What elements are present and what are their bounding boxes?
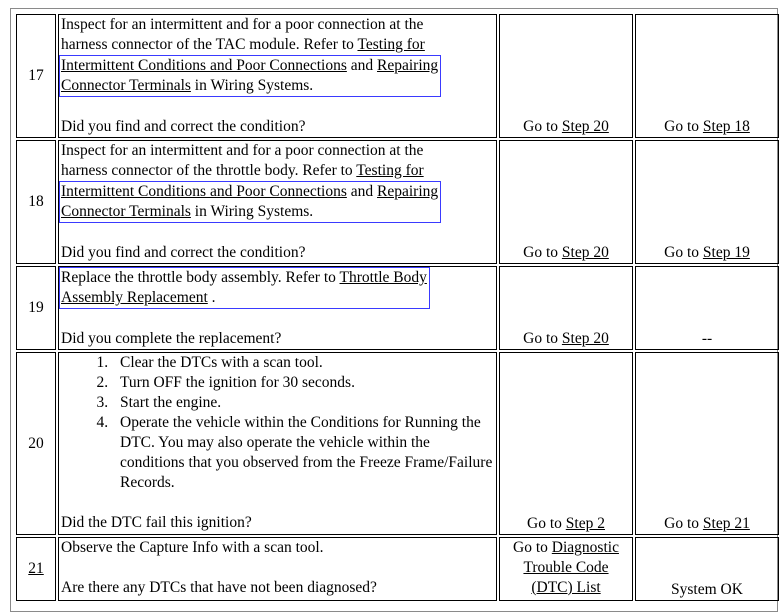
step-text-line: Observe the Capture Info with a scan tool. — [61, 539, 324, 556]
step-action — [58, 14, 497, 138]
step-text-line: Inspect for an intermittent and for a poor connection at the — [61, 16, 424, 33]
procedure-list — [61, 353, 494, 493]
step-question: Are there any DTCs that have not been diagnosed? — [61, 579, 377, 596]
yes-cell — [499, 14, 633, 138]
link-testing-intermittent[interactable]: Testing for — [357, 36, 425, 53]
reference-box — [59, 181, 441, 223]
link-step-2[interactable]: Step 2 — [565, 515, 605, 532]
step-text: Replace the throttle body assembly. Refer to — [61, 269, 340, 286]
link-step-19[interactable]: Step 19 — [702, 244, 750, 261]
step-action — [58, 352, 497, 535]
yes-cell — [499, 140, 633, 264]
link-dtc-list-cont[interactable]: (DTC) List — [531, 579, 601, 596]
step-text-line — [61, 35, 494, 55]
step-number — [16, 537, 56, 601]
link-dtc-list-cont[interactable]: Trouble Code — [523, 559, 609, 576]
link-dtc-list[interactable]: Diagnostic — [551, 539, 619, 556]
yes-cell — [499, 352, 633, 535]
link-step-20[interactable]: Step 20 — [561, 244, 609, 261]
link-repairing-connector-cont[interactable]: Connector Terminals — [61, 77, 191, 94]
step-row-19 — [16, 266, 779, 350]
link-throttle-body-replacement[interactable]: Throttle Body — [339, 269, 427, 286]
step-text: and — [346, 57, 378, 74]
diagnostic-steps-table — [14, 12, 781, 603]
reference-box — [59, 55, 441, 97]
link-testing-intermittent[interactable]: Testing for — [356, 162, 424, 179]
goto-text: Go to — [523, 244, 562, 261]
link-testing-intermittent-cont[interactable]: Intermittent Conditions and Poor Connections — [61, 57, 347, 74]
link-testing-intermittent-cont[interactable]: Intermittent Conditions and Poor Connections — [61, 183, 347, 200]
goto-text: Go to — [513, 539, 552, 556]
step-action — [58, 266, 497, 350]
step-row-17 — [16, 14, 779, 138]
link-step-20[interactable]: Step 20 — [561, 118, 609, 135]
goto-text: Go to — [664, 515, 703, 532]
step-question: Did you complete the replacement? — [61, 330, 282, 347]
step-action — [58, 537, 497, 601]
step-question: Did you find and correct the condition? — [61, 244, 306, 261]
reference-box — [59, 267, 430, 309]
step-number: 18 — [16, 140, 56, 264]
step-number: 20 — [16, 352, 56, 535]
step-row-21 — [16, 537, 779, 601]
step-row-20 — [16, 352, 779, 535]
step-text: . — [207, 289, 216, 306]
no-cell: -- — [635, 266, 779, 350]
link-repairing-connector-cont[interactable]: Connector Terminals — [61, 203, 191, 220]
step-text-line: Inspect for an intermittent and for a poor connection at the — [61, 142, 424, 159]
procedure-item: 3. Start the engine. — [112, 393, 494, 413]
no-cell — [635, 140, 779, 264]
goto-text: Go to — [523, 330, 562, 347]
link-step-20[interactable]: Step 20 — [561, 330, 609, 347]
step-text-line — [61, 161, 494, 181]
goto-text: Go to — [664, 118, 703, 135]
no-cell — [635, 14, 779, 138]
yes-cell — [499, 537, 633, 601]
link-repairing-connector[interactable]: Repairing — [377, 57, 439, 74]
link-step-18[interactable]: Step 18 — [702, 118, 750, 135]
procedure-item: 1. Clear the DTCs with a scan tool. — [112, 353, 494, 373]
yes-cell — [499, 266, 633, 350]
procedure-item: 2. Turn OFF the ignition for 30 seconds. — [112, 373, 494, 393]
link-repairing-connector[interactable]: Repairing — [377, 183, 439, 200]
step-text: harness connector of the throttle body. Refer to — [61, 162, 357, 179]
step-question: Did you find and correct the condition? — [61, 118, 306, 135]
no-cell: System OK — [635, 537, 779, 601]
step-number: 19 — [16, 266, 56, 350]
link-step-21-anchor[interactable]: 21 — [28, 560, 44, 577]
link-throttle-body-replacement-cont[interactable]: Assembly Replacement — [61, 289, 208, 306]
step-action — [58, 140, 497, 264]
goto-text: Go to — [523, 118, 562, 135]
goto-text: Go to — [527, 515, 566, 532]
step-text: and — [346, 183, 378, 200]
step-row-18 — [16, 140, 779, 264]
step-number: 17 — [16, 14, 56, 138]
step-text: in Wiring Systems. — [190, 77, 314, 94]
step-question: Did the DTC fail this ignition? — [61, 514, 252, 531]
goto-text: Go to — [664, 244, 703, 261]
step-text: harness connector of the TAC module. Refer to — [61, 36, 358, 53]
procedure-item: 4. Operate the vehicle within the Conditions for Running the DTC. You may also operate the vehicle within the conditions that you observed from the Freeze Frame/Failure Records. — [112, 413, 494, 493]
link-step-21[interactable]: Step 21 — [702, 515, 750, 532]
step-text: in Wiring Systems. — [190, 203, 314, 220]
no-cell — [635, 352, 779, 535]
